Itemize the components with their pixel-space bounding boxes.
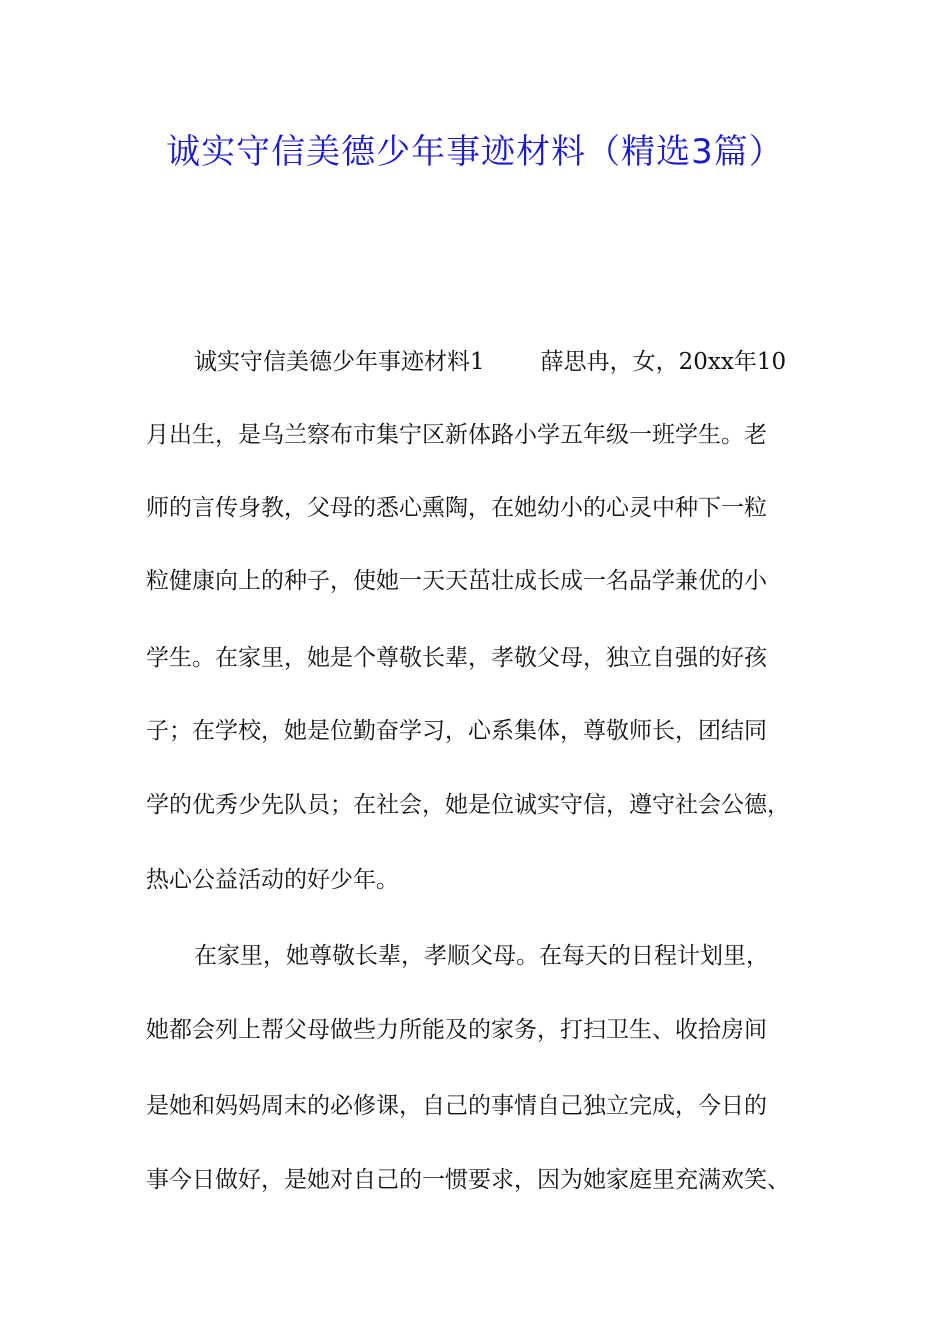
paragraph-line: 事今日做好，是她对自己的一惯要求，因为她家庭里充满欢笑、 (146, 1167, 790, 1193)
paragraph-line: 是她和妈妈周末的必修课，自己的事情自己独立完成，今日的 (146, 1093, 767, 1119)
paragraph-line: 子；在学校，她是位勤奋学习，心系集体，尊敬师长，团结同 (146, 718, 767, 744)
document-title: 诚实守信美德少年事迹材料（精选3篇） (166, 132, 784, 172)
paragraph-line: 热心公益活动的好少年。 (146, 867, 399, 893)
paragraph-line: 在家里，她尊敬长辈，孝顺父母。在每天的日程计划里， (194, 943, 769, 969)
paragraph-line: 学生。在家里，她是个尊敬长辈，孝敬父母，独立自强的好孩 (146, 645, 767, 671)
paragraph-text: 薛思冉，女，20xx年10 (540, 349, 787, 375)
paragraph-line: 师的言传身教，父母的悉心熏陶，在她幼小的心灵中种下一粒 (146, 495, 767, 521)
section-heading: 诚实守信美德少年事迹材料1 (194, 349, 485, 375)
paragraph-line: 她都会列上帮父母做些力所能及的家务，打扫卫生、收拾房间 (146, 1017, 767, 1043)
paragraph-line: 月出生，是乌兰察布市集宁区新体路小学五年级一班学生。老 (146, 422, 767, 448)
paragraph-line: 学的优秀少先队员；在社会，她是位诚实守信，遵守社会公德， (146, 792, 790, 818)
paragraph-line (194, 344, 874, 380)
paragraph-line: 粒健康向上的种子，使她一天天茁壮成长成一名品学兼优的小 (146, 568, 767, 594)
